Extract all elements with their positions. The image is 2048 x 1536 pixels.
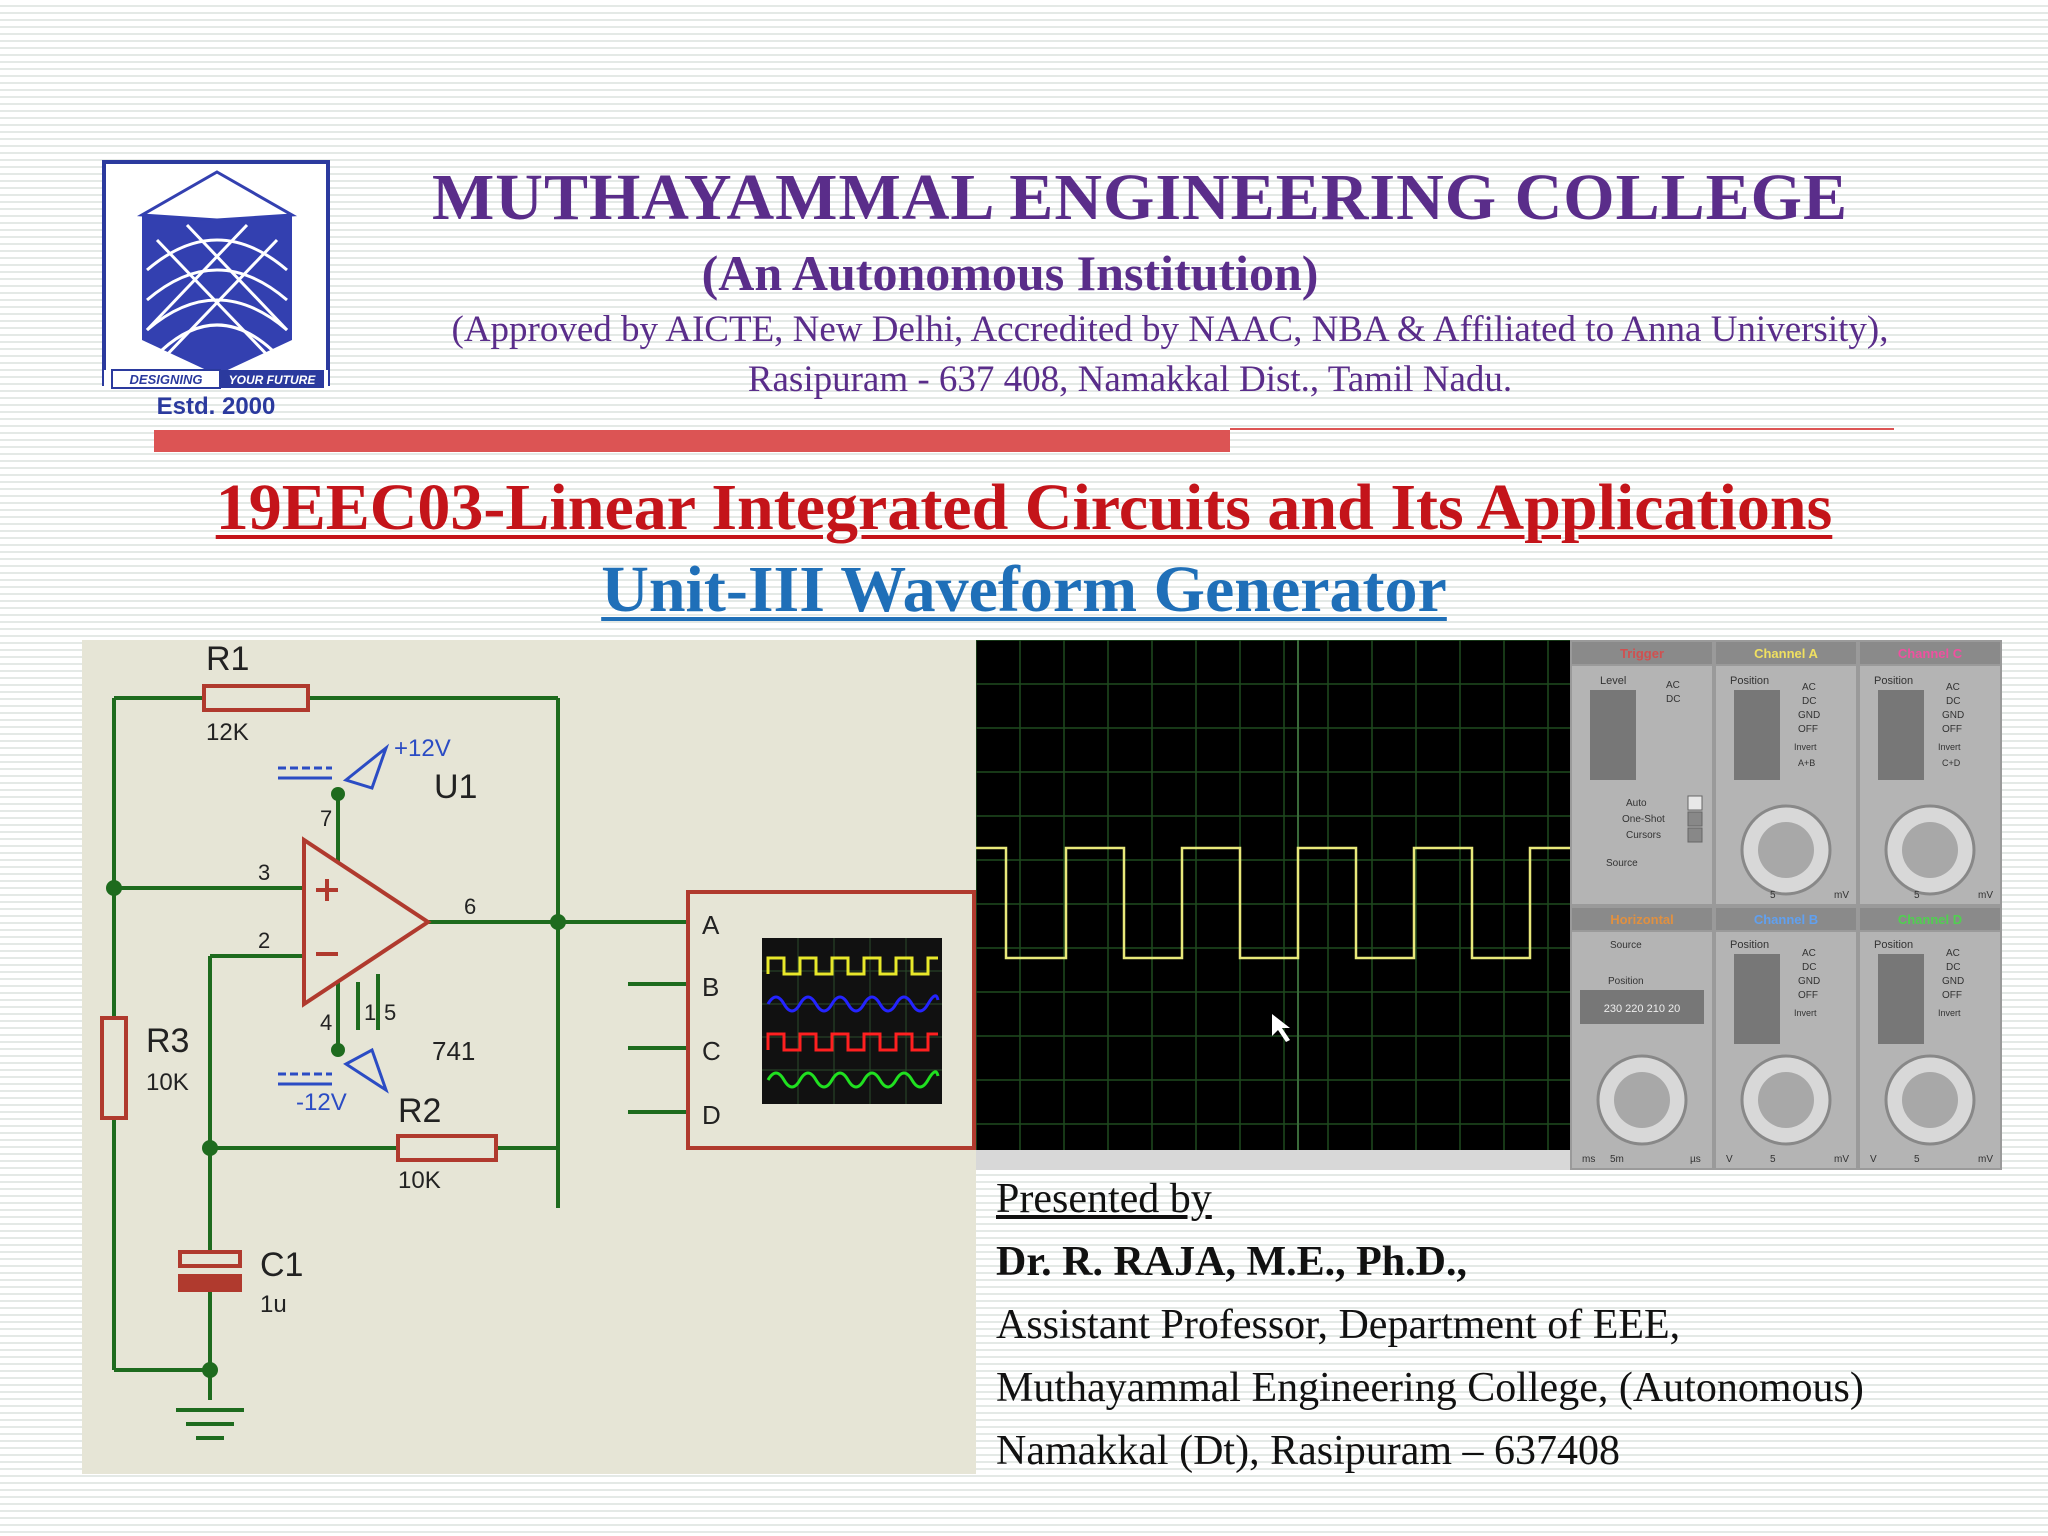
pin1-label: 1 [364, 1000, 377, 1025]
channel-b-header: Channel B [1753, 912, 1819, 927]
oscilloscope-screen [976, 640, 1570, 1160]
presenter-block [996, 1168, 1996, 1483]
presenter-name: Dr. R. RAJA, M.E., Ph.D., [996, 1239, 1467, 1285]
c1-value: 1u [260, 1291, 287, 1318]
address-line: Rasipuram - 637 408, Namakkal Dist., Tamil Nadu. [747, 359, 1513, 400]
horizontal-position: Position [1608, 976, 1644, 987]
autonomous-subtitle: (An Autonomous Institution) [701, 245, 1319, 301]
channel-d-off: OFF [1942, 990, 1962, 1001]
channel-c-gnd: GND [1942, 710, 1965, 721]
channel-d-volts-value: 5 [1914, 1154, 1920, 1165]
pin5-label: 5 [384, 1000, 397, 1025]
channel-d-ac: AC [1946, 948, 1960, 959]
channel-b-off: OFF [1798, 990, 1818, 1001]
trigger-ac: AC [1666, 680, 1680, 691]
channel-c-header: Channel C [1897, 646, 1963, 661]
channel-a-unit: mV [1834, 890, 1849, 901]
course-title: 19EEC03-Linear Integrated Circuits and Its Applications [215, 471, 1833, 544]
header-divider-thin [1230, 428, 1894, 430]
r1-value: 12K [206, 719, 249, 746]
timebase-value: 5m [1610, 1154, 1624, 1165]
vneg-label: -12V [296, 1089, 347, 1116]
channel-b-ac: AC [1802, 948, 1816, 959]
channel-a-invert: Invert [1794, 742, 1817, 752]
channel-c-volts-value: 5 [1914, 890, 1920, 901]
r3-label: R3 [146, 1022, 190, 1060]
logo-tagline-right: YOUR FUTURE [228, 373, 316, 387]
channel-c-dc: DC [1946, 696, 1961, 707]
header-divider-thick [154, 430, 1230, 452]
channel-d-gnd: GND [1942, 976, 1965, 987]
channel-b-gnd: GND [1798, 976, 1821, 987]
approval-line: (Approved by AICTE, New Delhi, Accredited by NAAC, NBA & Affiliated to Anna University), [451, 309, 1889, 350]
logo-estd: Estd. 2000 [156, 393, 276, 420]
logo-tagline-left: DESIGNING [129, 372, 203, 387]
scope-input-a: A [702, 910, 720, 940]
channel-a-gnd: GND [1798, 710, 1821, 721]
pin4-label: 4 [320, 1010, 333, 1035]
presenter-designation: Assistant Professor, Department of EEE, [996, 1302, 1681, 1348]
r1-label: R1 [206, 640, 250, 678]
channel-c-unit: mV [1978, 890, 1993, 901]
channel-d-position: Position [1874, 939, 1914, 951]
pin3-label: 3 [258, 860, 271, 885]
presenter-college: Muthayammal Engineering College, (Autonomous) [996, 1365, 1864, 1411]
channel-a-header: Channel A [1754, 646, 1818, 661]
opamp-part: 741 [432, 1036, 476, 1066]
channel-a-volts-value: 5 [1770, 890, 1776, 901]
channel-c-invert: Invert [1938, 742, 1961, 752]
horizontal-source: Source [1610, 940, 1642, 951]
auto-checkbox[interactable] [1688, 796, 1702, 810]
channel-c-off: OFF [1942, 724, 1962, 735]
trigger-auto: Auto [1626, 798, 1647, 809]
oscilloscope-control-panel [1570, 640, 2002, 1170]
channel-c-ac: AC [1946, 682, 1960, 693]
channel-a-off: OFF [1798, 724, 1818, 735]
trigger-level-label: Level [1600, 675, 1627, 687]
college-logo [102, 160, 330, 420]
r2-value: 10K [398, 1167, 441, 1194]
timebase-us: µs [1690, 1154, 1701, 1165]
opamp-label: U1 [434, 768, 478, 806]
channel-b-position: Position [1730, 939, 1770, 951]
channel-d-v: V [1870, 1154, 1877, 1165]
channel-d-dc: DC [1946, 962, 1961, 973]
presented-by-label: Presented by [996, 1176, 1212, 1222]
channel-b-invert: Invert [1794, 1008, 1817, 1018]
channel-b-v: V [1726, 1154, 1733, 1165]
trigger-source: Source [1606, 858, 1638, 869]
r3-value: 10K [146, 1069, 189, 1096]
channel-a-position: Position [1730, 675, 1770, 687]
pin7-label: 7 [320, 806, 333, 831]
channel-b-volts-value: 5 [1770, 1154, 1776, 1165]
channel-a-dc: DC [1802, 696, 1817, 707]
channel-d-unit: mV [1978, 1154, 1993, 1165]
channel-d-invert: Invert [1938, 1008, 1961, 1018]
scope-scrollbar[interactable] [976, 1150, 1570, 1170]
mouse-cursor-icon [1272, 1014, 1290, 1042]
presenter-location: Namakkal (Dt), Rasipuram – 637408 [996, 1428, 1621, 1474]
trigger-cursors: Cursors [1626, 830, 1662, 841]
timebase-ms: ms [1582, 1154, 1596, 1165]
pin6-label: 6 [464, 894, 477, 919]
trigger-one-shot: One-Shot [1622, 814, 1665, 825]
astable-multivibrator-schematic [82, 640, 976, 1474]
scope-input-b: B [702, 972, 720, 1002]
vpos-label: +12V [394, 735, 451, 762]
channel-a-a-plus-b: A+B [1798, 758, 1816, 768]
channel-b-dc: DC [1802, 962, 1817, 973]
square-wave-trace [976, 848, 1570, 958]
pin2-label: 2 [258, 928, 271, 953]
c1-label: C1 [260, 1246, 304, 1284]
trigger-dc: DC [1666, 694, 1681, 705]
horizontal-readout: 230 220 210 20 [1603, 1003, 1681, 1015]
cursors-checkbox[interactable] [1688, 828, 1702, 842]
channel-b-unit: mV [1834, 1154, 1849, 1165]
channel-d-header: Channel D [1897, 912, 1963, 927]
horizontal-header: Horizontal [1610, 912, 1674, 927]
trigger-header: Trigger [1619, 646, 1665, 661]
scope-input-c: C [702, 1036, 721, 1066]
channel-a-ac: AC [1802, 682, 1816, 693]
r2-label: R2 [398, 1092, 442, 1130]
college-name: MUTHAYAMMAL ENGINEERING COLLEGE [431, 161, 1848, 234]
one-shot-checkbox[interactable] [1688, 812, 1702, 826]
channel-c-position: Position [1874, 675, 1914, 687]
channel-c-c-plus-d: C+D [1942, 758, 1961, 768]
unit-title: Unit-III Waveform Generator [601, 553, 1447, 626]
scope-input-d: D [702, 1100, 721, 1130]
